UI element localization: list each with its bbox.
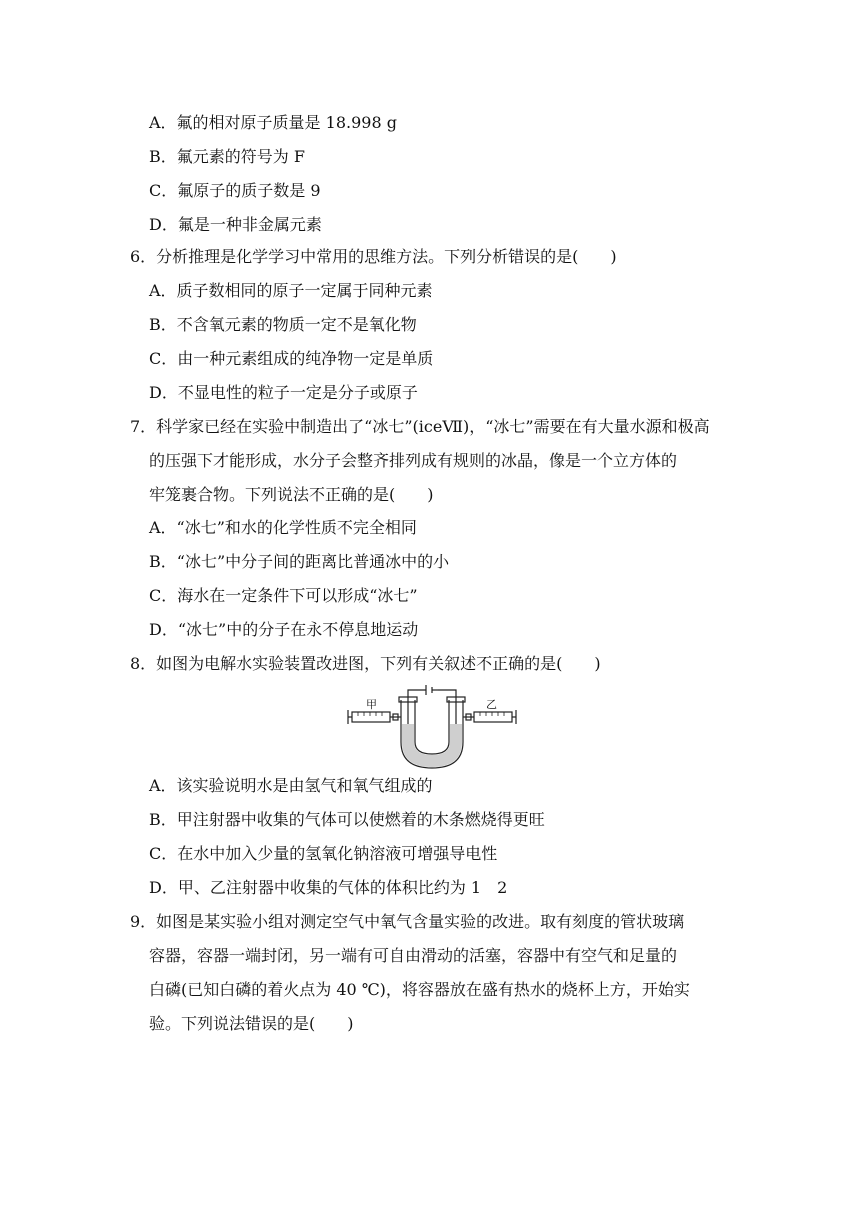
q5-option-a: A．氟的相对原子质量是 18.998 g	[149, 113, 397, 132]
q9-stem-line-1: 9．如图是某实验小组对测定空气中氧气含量实验的改进。取有刻度的管状玻璃	[130, 912, 685, 931]
q5-option-b: B．氟元素的符号为 F	[149, 147, 305, 166]
q7-option-a: A．“冰七”和水的化学性质不完全相同	[149, 518, 417, 537]
q5-option-d: D．氟是一种非金属元素	[149, 215, 322, 234]
q7-option-c: C．海水在一定条件下可以形成“冰七”	[149, 586, 418, 605]
q7-option-d: D．“冰七”中的分子在永不停息地运动	[149, 620, 419, 639]
q6-option-d: D．不显电性的粒子一定是分子或原子	[149, 383, 418, 402]
q7-stem-line-2: 的压强下才能形成，水分子会整齐排列成有规则的冰晶，像是一个立方体的	[149, 451, 678, 470]
figure-label-left: 甲	[366, 698, 377, 711]
q6-stem: 6．分析推理是化学学习中常用的思维方法。下列分析错误的是( )	[130, 247, 617, 266]
q8-option-c: C．在水中加入少量的氢氧化钠溶液可增强导电性	[149, 844, 498, 863]
q7-option-b: B．“冰七”中分子间的距离比普通冰中的小	[149, 552, 450, 571]
q9-stem-line-2: 容器，容器一端封闭，另一端有可自由滑动的活塞，容器中有空气和足量的	[149, 946, 678, 965]
q8-option-a: A．该实验说明水是由氢气和氧气组成的	[149, 776, 433, 795]
q9-stem-line-4: 验。下列说法错误的是( )	[149, 1014, 354, 1033]
q8-option-d: D．甲、乙注射器中收集的气体的体积比约为 1 2	[149, 878, 508, 897]
q5-option-c: C．氟原子的质子数是 9	[149, 181, 321, 200]
q6-option-c: C．由一种元素组成的纯净物一定是单质	[149, 349, 434, 368]
q7-stem-line-1: 7．科学家已经在实验中制造出了“冰七”(iceⅦ)，“冰七”需要在有大量水源和极高	[130, 417, 710, 436]
q6-option-a: A．质子数相同的原子一定属于同种元素	[149, 281, 433, 300]
figure-label-right: 乙	[486, 698, 497, 711]
q7-stem-line-3: 牢笼裹合物。下列说法不正确的是( )	[149, 485, 434, 504]
electrolysis-apparatus-figure	[346, 684, 518, 774]
q8-stem: 8．如图为电解水实验装置改进图，下列有关叙述不正确的是( )	[130, 654, 601, 673]
q8-option-b: B．甲注射器中收集的气体可以使燃着的木条燃烧得更旺	[149, 810, 545, 829]
q6-option-b: B．不含氧元素的物质一定不是氧化物	[149, 315, 417, 334]
q9-stem-line-3: 白磷(已知白磷的着火点为 40 ℃)，将容器放在盛有热水的烧杯上方，开始实	[149, 980, 690, 999]
